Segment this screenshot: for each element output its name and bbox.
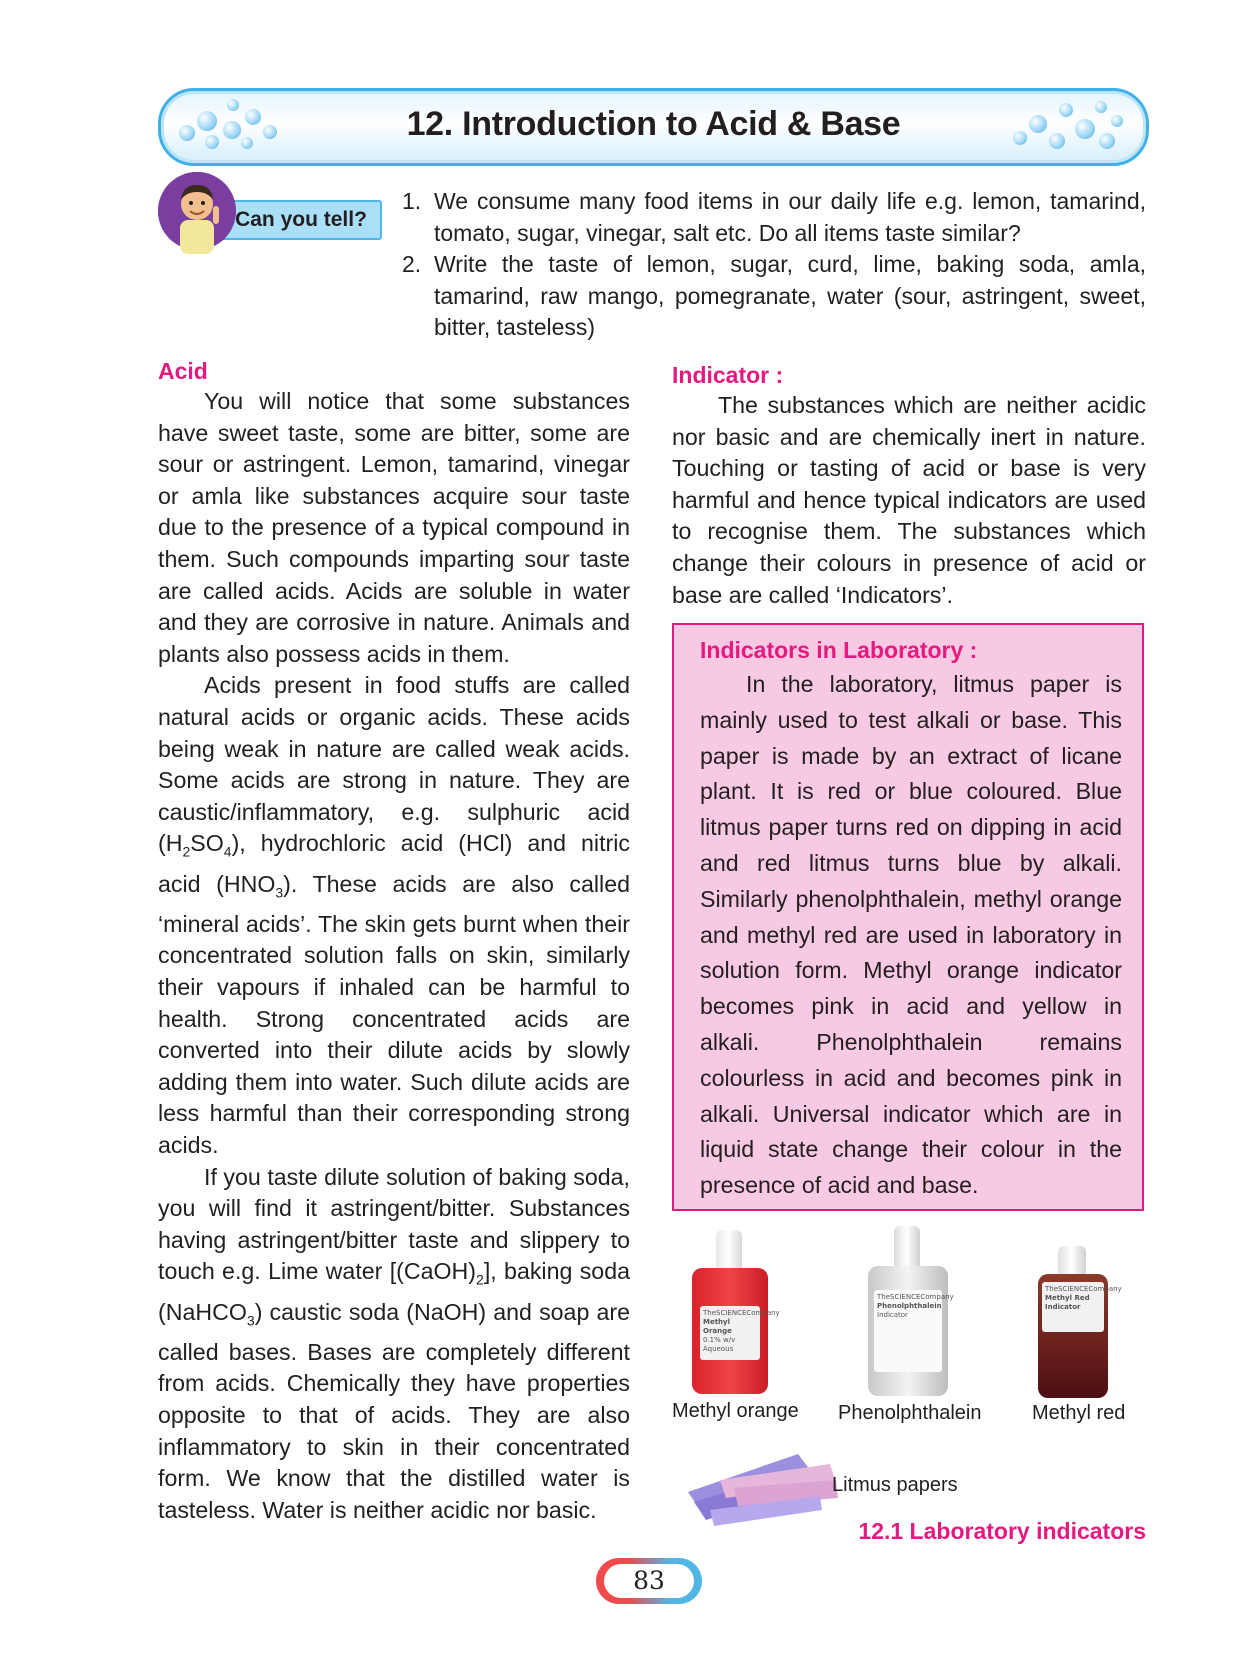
figure-caption: 12.1 Laboratory indicators (858, 1518, 1146, 1544)
acid-paragraph-2: Acids present in food stuffs are called natural acids or organic acids. These acids being weak in nature are called weak acids. Some acids are strong in nature. They are caustic/inflammatory, e.g. sulphuric acid $(H_2SO_4)$, hydrochloric acid (HCl) and nitric acid $(HNO_3)$. These acids are also called ‘mineral acids’. The skin gets burnt when their concentrated solution falls on skin, similarly their vapours if inhaled can be harmful to health. Strong concentrated acids are converted into their dilute acids by slowly adding them into water. Such dilute acids are less harmful than their corresponding strong acids. (158, 672, 631, 1158)
lab-indicators-heading: Indicators in Laboratory : (700, 637, 978, 663)
phenolphthalein-bottle: TheSCIENCECompany Phenolphthalein Indicator (856, 1226, 966, 1400)
question-number: 2. (402, 251, 422, 277)
boy-avatar-icon (158, 172, 236, 250)
litmus-papers-image (680, 1440, 840, 1530)
lab-indicators-paragraph: In the laboratory, litmus paper is mainly used to test alkali or base. This paper is made by an extract of licane plant. It is red or blue coloured. Blue litmus paper turns red on dipping in acid and red litmus turns blue by alkali. Similarly phenolphthalein, methyl orange and methyl red are used in laboratory in solution form. Methyl orange indicator becomes pink in acid and yellow in alkali. Phenolphthalein remains colourless in acid and becomes pink in alkali. Universal indicator which are in liquid state change their colour in the presence of acid and base. (700, 671, 1122, 1199)
lab-indicators-box (672, 623, 1144, 1211)
acid-paragraph-1: You will notice that some substances have sweet taste, some are bitter, some are sour or astringent. Lemon, tamarind, vinegar or amla like substances acquire sour taste due to the presence of a typical compound in them. Such compounds imparting sour taste are called acids. Acids are soluble in water and they are corrosive in nature. Animals and plants also possess acids in them. (158, 388, 630, 667)
question-number: 1. (402, 188, 422, 214)
caption-methyl-orange: Methyl orange (672, 1400, 799, 1422)
caption-litmus-papers: Litmus papers (832, 1474, 958, 1496)
question-item (402, 249, 1146, 344)
chapter-title: 12. Introduction to Acid & Base (406, 105, 901, 143)
indicator-heading: Indicator : (672, 362, 784, 388)
can-you-tell-questions (402, 186, 1146, 344)
page-number-badge (596, 1558, 702, 1604)
indicator-paragraph: The substances which are neither acidic nor basic and are chemically inert in nature. Touching or tasting of acid or base is very harmful and hence typical indicators are used to recognise them. The substances which change their colours in presence of acid or base are called ‘Indicators’. (672, 392, 1146, 608)
acid-paragraph-3: If you taste dilute solution of baking soda, you will find it astringent/bitter. Substances having astringent/bitter taste and slippery to touch e.g. Lime water $[(CaOH)_2]$, baking soda (NaHCO$_3$) caustic soda (NaOH) and soap are called bases. Bases are completely different from acids. Chemically they have properties opposite to that of acids. They are also inflammatory to skin in their concentrated form. We know that the distilled water is tasteless. Water is neither acidic nor basic. (158, 1163, 630, 1523)
page-number: 83 (604, 1564, 694, 1598)
acid-heading: Acid (158, 358, 208, 384)
question-item (402, 186, 1146, 249)
caption-phenolphthalein: Phenolphthalein (838, 1402, 982, 1424)
can-you-tell-badge (158, 172, 386, 252)
methyl-red-bottle: TheSCIENCECompany Methyl Red Indicator (1032, 1246, 1122, 1400)
indicator-section (672, 360, 1146, 611)
methyl-orange-bottle: TheSCIENCECompany Methyl Orange 0.1% w/v Aqueous (680, 1230, 790, 1400)
question-text: We consume many food items in our daily life e.g. lemon, tamarind, tomato, sugar, vinegar, salt etc. Do all items taste similar? (434, 188, 1146, 246)
acid-section (158, 356, 630, 1526)
can-you-tell-label: Can you tell? (220, 200, 382, 240)
question-text: Write the taste of lemon, sugar, curd, lime, baking soda, amla, tamarind, raw mango, pomegranate, water (sour, astringent, sweet, bitter, tasteless) (434, 251, 1146, 340)
caption-methyl-red: Methyl red (1032, 1402, 1126, 1424)
molecule-decoration-right (999, 97, 1129, 159)
chapter-title-banner (158, 88, 1149, 166)
